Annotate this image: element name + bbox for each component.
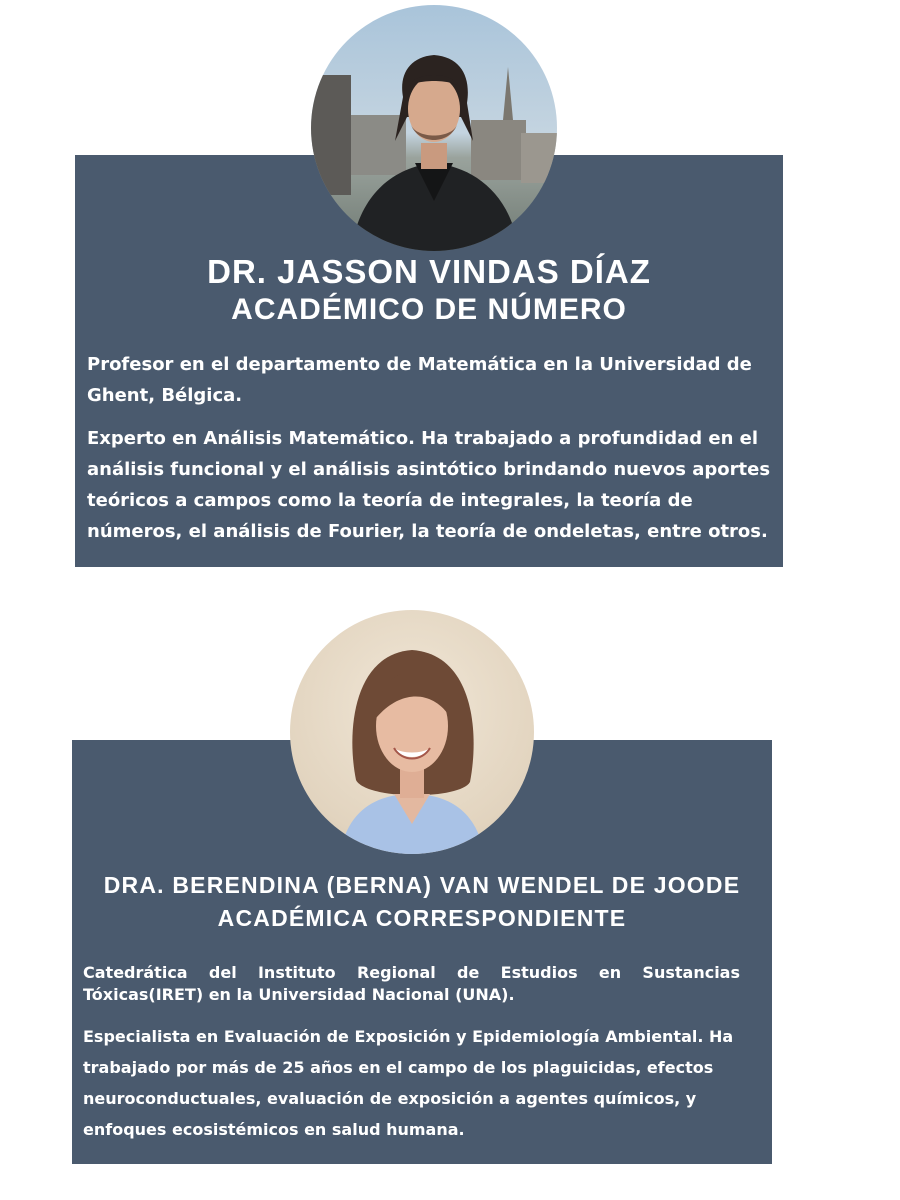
- profile-role: ACADÉMICO DE NÚMERO: [231, 293, 627, 326]
- profile-photo-vindas: [311, 5, 557, 251]
- profile-affiliation: Profesor en el departamento de Matemática en la Universidad de Ghent, Bélgica.: [87, 354, 752, 406]
- profile-expertise: Experto en Análisis Matemático. Ha trabajado a profundidad en el análisis funcional y el análisis asintótico brindando nuevos aportes teóricos a campos como la teoría de integrales, la teoría de números, el análisis de Fourier, la teoría de ondeletas, entre otros.: [87, 428, 771, 542]
- profile-affiliation: Catedrática del Instituto Regional de Estudios en Sustancias Tóxicas(IRET) en la Universidad Nacional (UNA).: [83, 963, 740, 1004]
- profile-expertise: Especialista en Evaluación de Exposición y Epidemiología Ambiental. Ha trabajado por más de 25 años en el campo de los plaguicidas, efectos neuroconductuales, evaluación de exposición a agentes químicos, y enfoques ecosistémicos en salud humana.: [83, 1027, 734, 1139]
- profile-name: DRA. BERENDINA (BERNA) VAN WENDEL DE JOODE: [103, 872, 741, 898]
- profile-role: ACADÉMICA CORRESPONDIENTE: [217, 905, 627, 931]
- portrait-man-image: [311, 5, 557, 251]
- profile-name: DR. JASSON VINDAS DÍAZ: [207, 253, 651, 290]
- portrait-woman-image: [290, 610, 534, 854]
- profile-photo-van-wendel: [290, 610, 534, 854]
